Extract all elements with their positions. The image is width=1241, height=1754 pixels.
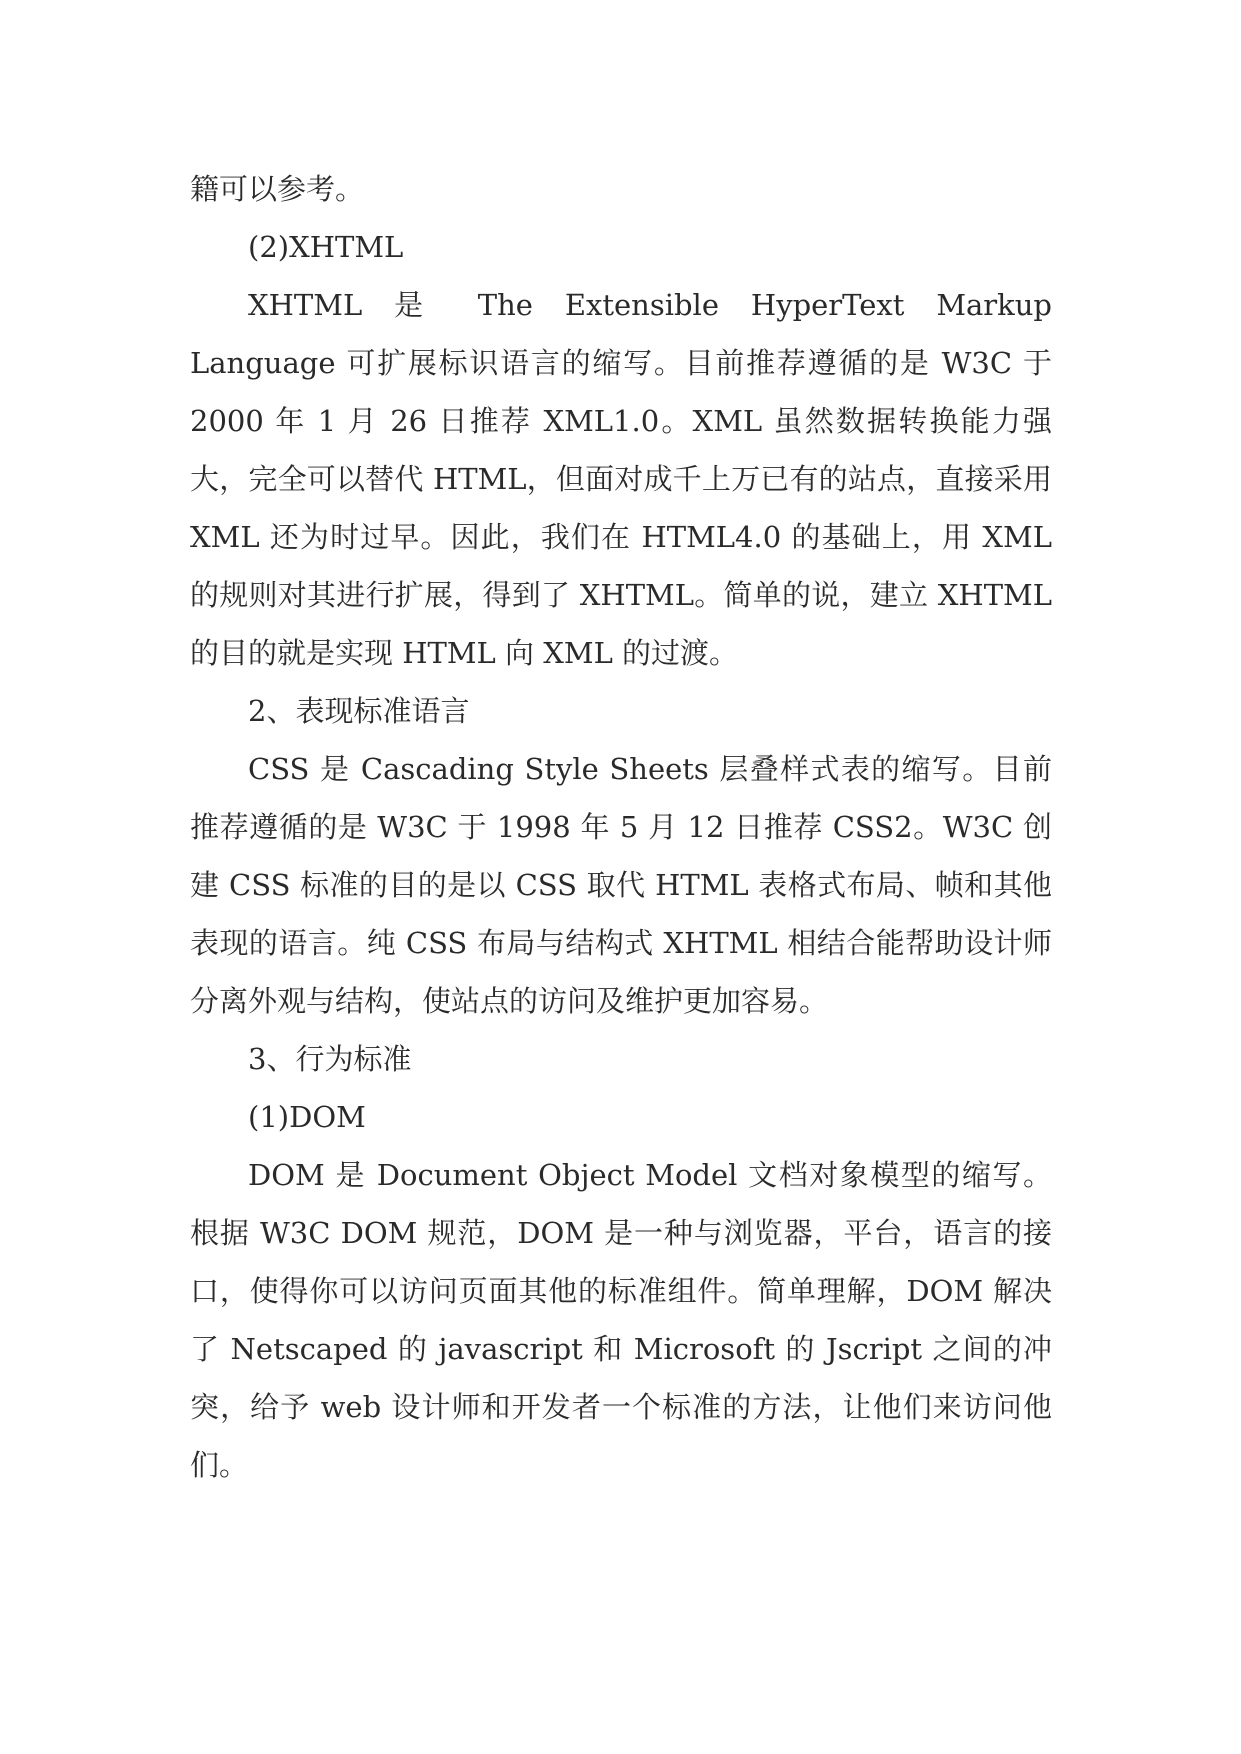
heading-behavior-standard: 3、行为标准 <box>248 1042 412 1076</box>
continuation-line: 籍可以参考。 <box>190 172 365 206</box>
paragraph-xhtml: XHTML 是 The Extensible HyperText Markup Language 可扩展标识语言的缩写。目前推荐遵循的是 W3C 于 2000 年 1 月 26 日推荐 XML1.0。XML 虽然数据转换能力强大，完全可以替代 HTML，但面对成千上万已有的站点，直接采用 XML 还为时过早。因此，我们在 HTML4.0 的基础上，用 XML 的规则对其进行扩展，得到了 XHTML。简单的说，建立 XHTML 的目的就是实现 HTML 向 XML 的过渡。 <box>190 288 1052 670</box>
paragraph-css: CSS 是 Cascading Style Sheets 层叠样式表的缩写。目前推荐遵循的是 W3C 于 1998 年 5 月 12 日推荐 CSS2。W3C 创建 CSS 标准的目的是以 CSS 取代 HTML 表格式布局、帧和其他表现的语言。纯 CSS 布局与结构式 XHTML 相结合能帮助设计师分离外观与结构，使站点的访问及维护更加容易。 <box>190 752 1052 1018</box>
paragraph-dom: DOM 是 Document Object Model 文档对象模型的缩写。根据 W3C DOM 规范，DOM 是一种与浏览器，平台，语言的接口，使得你可以访问页面其他的标准组件。简单理解，DOM 解决了 Netscaped 的 javascript 和 Microsoft 的 Jscript 之间的冲突，给予 web 设计师和开发者一个标准的方法，让他们来访问他们。 <box>190 1158 1052 1482</box>
document-body <box>190 160 1052 1494</box>
heading-presentation-standard: 2、表现标准语言 <box>248 694 470 728</box>
subheading-xhtml: (2)XHTML <box>248 230 404 264</box>
subheading-dom: (1)DOM <box>248 1100 366 1134</box>
